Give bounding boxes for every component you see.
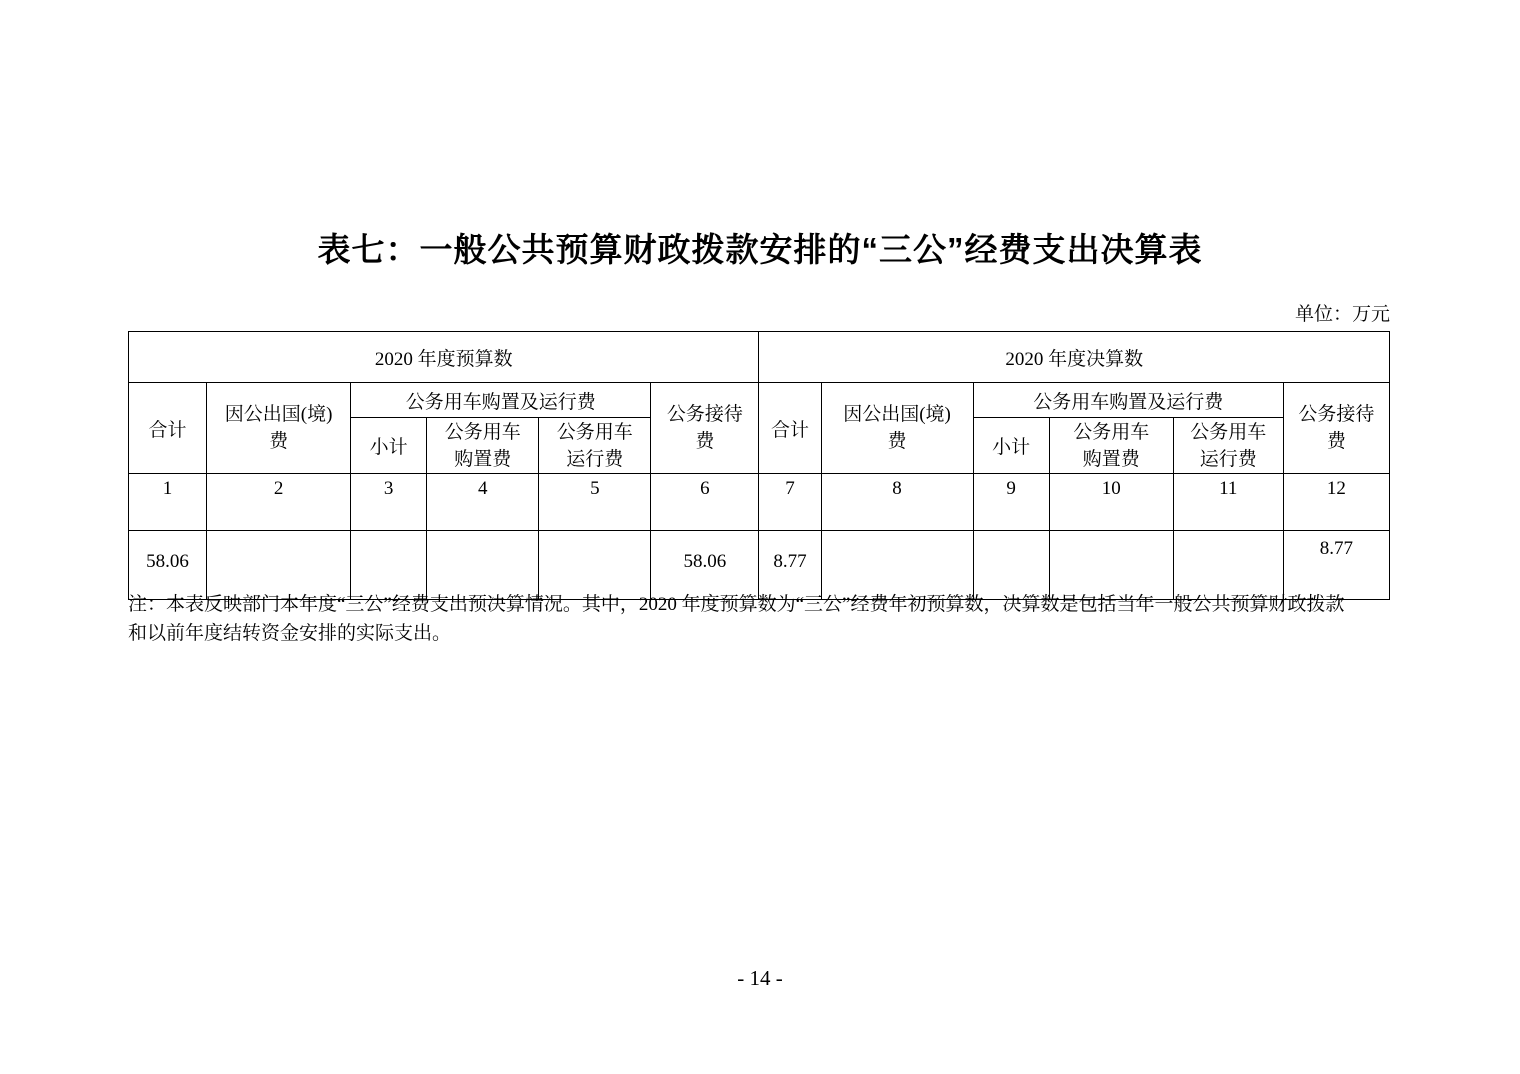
column-number: 6 (651, 474, 759, 531)
header-abroad-budget: 因公出国(境)费 (207, 383, 351, 474)
header-vehicle-purchase-budget: 公务用车购置费 (427, 418, 539, 474)
note-line-1: 注：本表反映部门本年度“三公”经费支出预决算情况。其中，2020 年度预算数为“三公”经费年初预算数，决算数是包括当年一般公共预算财政拨款 (128, 594, 1345, 615)
column-number: 5 (539, 474, 651, 531)
header-vehicle-subtotal-budget: 小计 (351, 418, 427, 474)
note-line-2: 和以前年度结转资金安排的实际支出。 (128, 623, 452, 644)
header-vehicle-group-budget: 公务用车购置及运行费 (351, 383, 651, 418)
column-number: 9 (973, 474, 1049, 531)
group-header-budget: 2020 年度预算数 (129, 332, 759, 383)
column-number: 7 (759, 474, 821, 531)
three-public-expense-table (128, 331, 1390, 600)
table-row-group-headers (129, 332, 1390, 383)
column-number: 12 (1283, 474, 1389, 531)
header-reception-final: 公务接待费 (1283, 383, 1389, 474)
column-number: 1 (129, 474, 207, 531)
header-vehicle-purchase-final: 公务用车购置费 (1049, 418, 1173, 474)
data-cell-total-budget: 58.06 (129, 531, 207, 600)
header-vehicle-subtotal-final: 小计 (973, 418, 1049, 474)
header-total-budget: 合计 (129, 383, 207, 474)
unit-label: 单位：万元 (1294, 304, 1390, 325)
table-note (128, 590, 1410, 648)
data-cell-reception-budget: 58.06 (651, 531, 759, 600)
header-vehicle-operation-final: 公务用车运行费 (1173, 418, 1283, 474)
header-vehicle-operation-budget: 公务用车运行费 (539, 418, 651, 474)
column-number: 4 (427, 474, 539, 531)
header-abroad-final: 因公出国(境)费 (821, 383, 973, 474)
column-number: 11 (1173, 474, 1283, 531)
group-header-final: 2020 年度决算数 (759, 332, 1390, 383)
table-row-column-numbers (129, 474, 1390, 531)
header-vehicle-group-final: 公务用车购置及运行费 (973, 383, 1283, 418)
data-cell-reception-final: 8.77 (1283, 531, 1389, 600)
header-total-final: 合计 (759, 383, 821, 474)
header-reception-budget: 公务接待费 (651, 383, 759, 474)
column-number: 8 (821, 474, 973, 531)
page-number: - 14 - (737, 966, 783, 990)
table-row-header-1 (129, 383, 1390, 418)
column-number: 10 (1049, 474, 1173, 531)
page-title: 表七：一般公共预算财政拨款安排的“三公”经费支出决算表 (317, 231, 1203, 268)
data-cell-total-final: 8.77 (759, 531, 821, 600)
column-number: 3 (351, 474, 427, 531)
column-number: 2 (207, 474, 351, 531)
